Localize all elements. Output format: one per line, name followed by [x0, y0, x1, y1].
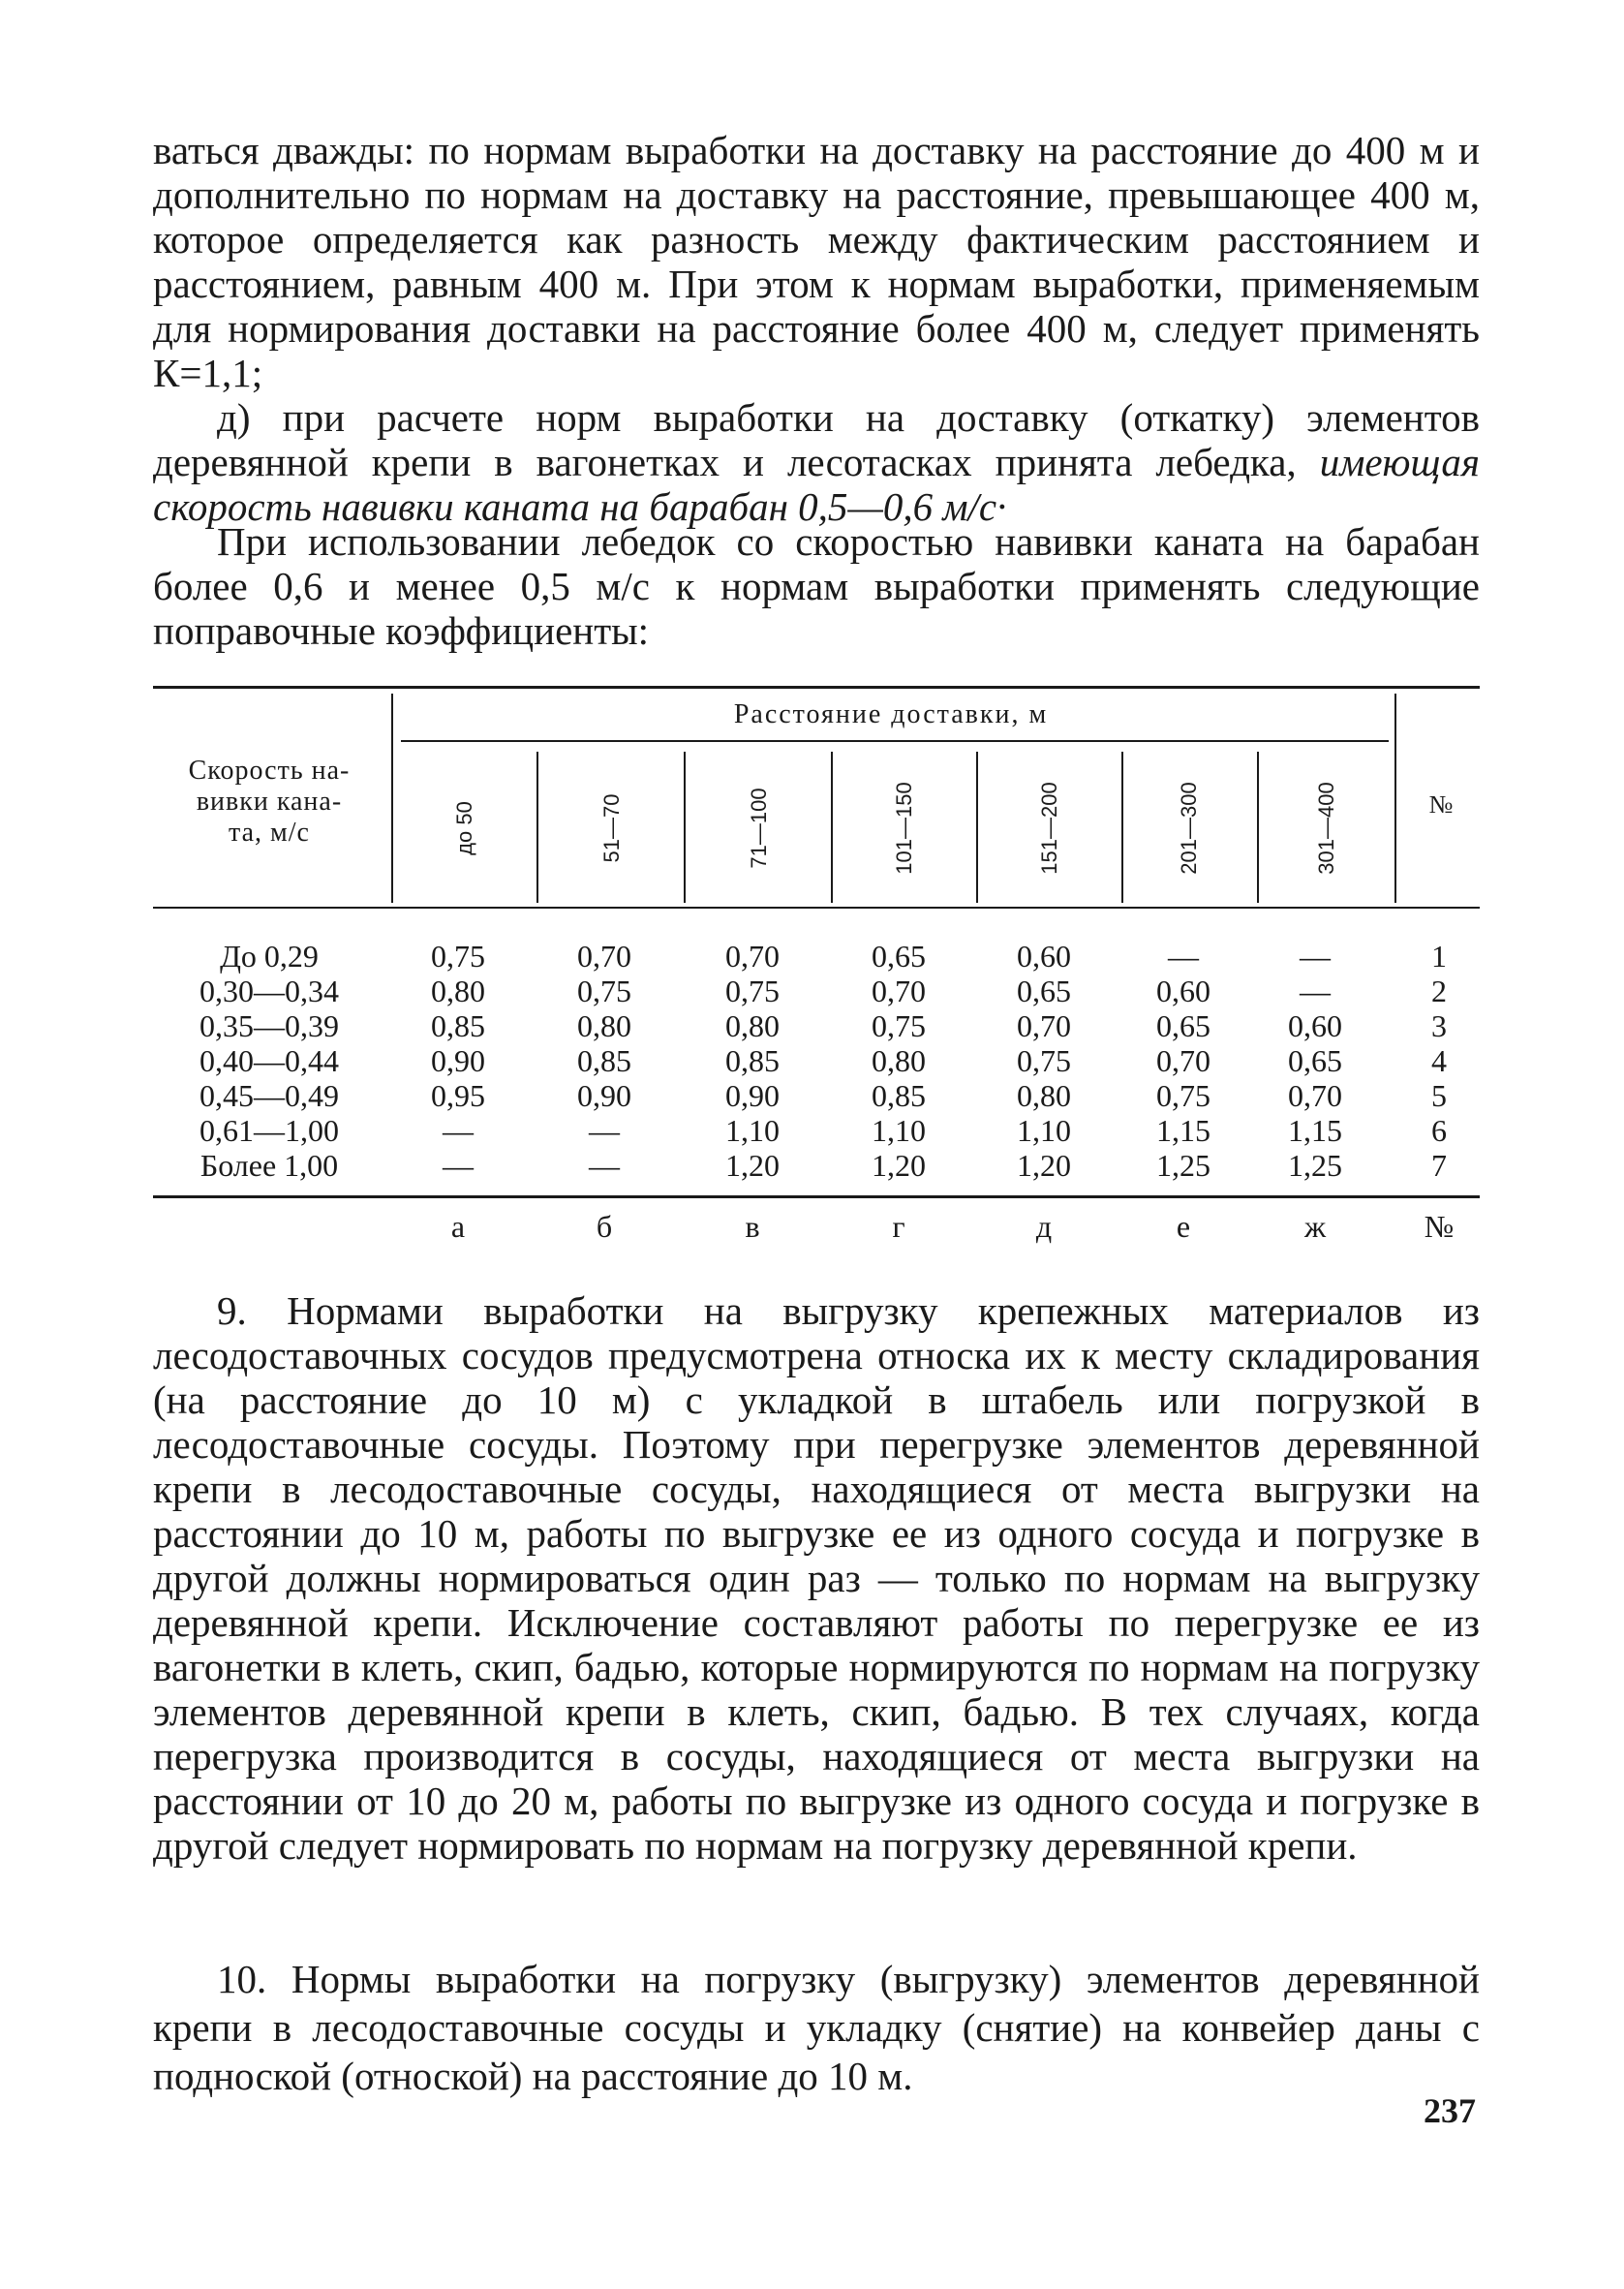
table-cell: 0,60 [1288, 1008, 1342, 1043]
speed-col-divider [391, 694, 393, 903]
table-cell: 0,80 [1017, 1078, 1071, 1113]
footer-letter: а [450, 1209, 466, 1244]
paragraph-item-d [153, 395, 1480, 529]
table-top-rule [153, 686, 1480, 689]
table-cell: 0,85 [725, 1043, 780, 1078]
speed-header-line-3: та, м/с [229, 818, 310, 848]
col-header-201-300: 201—300 [1177, 782, 1201, 875]
table-cell: 0,85 [431, 1008, 485, 1043]
table-bottom-rule [153, 1195, 1480, 1198]
table-cell: 0,75 [577, 974, 631, 1008]
distance-header: Расстояние доставки, м [733, 699, 1049, 729]
usage-text: При использовании лебедок со скоростью навивки каната на барабан более 0,6 и менее 0,5 м/с к нормам выработки применять следующие поправочные коэффициенты: [153, 519, 1480, 653]
table-cell: 0,65 [1156, 1008, 1210, 1043]
footer-letter: б [596, 1209, 613, 1244]
table-cell: 0,65 [1288, 1043, 1342, 1078]
speed-header [153, 756, 385, 849]
table-cell: 0,60 [1017, 939, 1071, 974]
col-header-101-150: 101—150 [892, 782, 916, 875]
speed-header-line-2: вивки кана- [196, 787, 343, 817]
table-cell: — [443, 1148, 474, 1183]
table-cell: 1,25 [1288, 1148, 1342, 1183]
footer-letter: ж [1303, 1209, 1327, 1244]
table-cell: — [589, 1113, 620, 1148]
item-d-text [153, 395, 1480, 529]
table-cell: 0,70 [1288, 1078, 1342, 1113]
table-cell: 0,70 [725, 939, 780, 974]
number-col-divider [1394, 694, 1396, 903]
speed-header-line-1: Скорость на- [188, 756, 351, 786]
table-cell: 0,85 [872, 1078, 926, 1113]
table-cell: — [1300, 974, 1331, 1008]
footer-letter: е [1176, 1209, 1191, 1244]
row-number: 4 [1431, 1043, 1447, 1078]
footer-number-sign: № [1424, 1209, 1455, 1244]
table-cell: — [443, 1113, 474, 1148]
table-cell: 1,10 [872, 1113, 926, 1148]
table-cell: 0,90 [431, 1043, 485, 1078]
row-speed: Более 1,00 [199, 1148, 339, 1183]
table-cell: 0,75 [725, 974, 780, 1008]
continuation-text: ваться дважды: по нормам выработки на доставку на расстояние до 400 м и дополнительно по нормам на доставку на расстояние, превышающее 400 м, которое определяется как разность между фактическим расстоянием и расстоянием, равным 400 м. При этом к нормам выработки, применяемым для нормирования доставки на расстояние более 400 м, следует применять К=1,1; [153, 128, 1480, 395]
paragraph-10 [153, 1955, 1480, 2100]
table-cell: 0,70 [1156, 1043, 1210, 1078]
table-cell: 1,20 [725, 1148, 780, 1183]
row-speed: 0,61—1,00 [199, 1113, 339, 1148]
table-cell: — [1300, 939, 1331, 974]
table-cell: 0,65 [1017, 974, 1071, 1008]
col-divider-4 [976, 752, 978, 903]
row-number: 5 [1431, 1078, 1447, 1113]
table-cell: 1,10 [725, 1113, 780, 1148]
table-cell: 0,90 [577, 1078, 631, 1113]
col-header-301-400: 301—400 [1314, 782, 1338, 875]
col-header-up-to-50: до 50 [452, 801, 476, 855]
row-number: 2 [1431, 974, 1447, 1008]
table-cell: 1,25 [1156, 1148, 1210, 1183]
table-cell: 0,65 [872, 939, 926, 974]
table-cell: 0,60 [1156, 974, 1210, 1008]
paragraph-9 [153, 1288, 1480, 1868]
table-cell: 0,75 [872, 1008, 926, 1043]
table-cell: 0,70 [577, 939, 631, 974]
col-header-51-70: 51—70 [599, 793, 624, 863]
number-header: № [1428, 790, 1454, 819]
row-number: 6 [1431, 1113, 1447, 1148]
row-speed: 0,45—0,49 [199, 1078, 339, 1113]
table-cell: 0,70 [1017, 1008, 1071, 1043]
table-cell: 0,75 [1017, 1043, 1071, 1078]
col-divider-1 [536, 752, 538, 903]
paragraph-continuation [153, 128, 1480, 395]
table-cell: 0,80 [577, 1008, 631, 1043]
footer-letter: в [745, 1209, 760, 1244]
table-cell: 0,80 [431, 974, 485, 1008]
table-cell: 0,80 [725, 1008, 780, 1043]
row-speed: 0,40—0,44 [199, 1043, 339, 1078]
item-d-regular: д) при расчете норм выработки на доставку (откатку) элементов деревянной крепи в вагонетках и лесотасках принята лебедка, [153, 395, 1480, 484]
table-cell: 1,10 [1017, 1113, 1071, 1148]
table-cell: 0,95 [431, 1078, 485, 1113]
table-cell: 0,70 [872, 974, 926, 1008]
col-divider-2 [684, 752, 686, 903]
row-speed: 0,30—0,34 [199, 974, 339, 1008]
table-cell: — [589, 1148, 620, 1183]
row-number: 1 [1431, 939, 1447, 974]
row-number: 7 [1431, 1148, 1447, 1183]
col-header-151-200: 151—200 [1037, 782, 1061, 875]
table-cell: 0,90 [725, 1078, 780, 1113]
col-header-71-100: 71—100 [747, 788, 771, 869]
footer-letter: г [892, 1209, 905, 1244]
coefficient-table [153, 686, 1480, 1257]
col-divider-6 [1257, 752, 1259, 903]
p9-text: 9. Нормами выработки на выгрузку крепежных материалов из лесодоставочных сосудов предусмотрена относка их к месту складирования (на расстояние до 10 м) с укладкой в штабель или погрузкой в лесодоставочные сосуды. Поэтому при перегрузке элементов деревянной крепи в лесодоставочные сосуды, находящиеся от места выгрузки на расстоянии до 10 м, работы по выгрузке ее из одного сосуда и погрузке в другой должны нормироваться один раз — только по нормам на выгрузку деревянной крепи. Исключение составляют работы по перегрузке ее из вагонетки в клеть, скип, бадью, которые нормируются по нормам на погрузку элементов деревянной крепи в клеть, скип, бадью. В тех случаях, когда перегрузка производится в сосуды, находящиеся от места выгрузки на расстоянии от 10 до 20 м, работы по выгрузке из одного сосуда и погрузке в другой следует нормировать по нормам на погрузку деревянной крепи. [153, 1288, 1480, 1868]
row-number: 3 [1431, 1008, 1447, 1043]
table-cell: — [1168, 939, 1199, 974]
footer-letter: д [1035, 1209, 1053, 1244]
distance-header-rule [401, 740, 1389, 742]
row-speed: До 0,29 [220, 939, 319, 974]
p10-text: 10. Нормы выработки на погрузку (выгрузку) элементов деревянной крепи в лесодоставочные сосуды и укладку (снятие) на конвейер даны с подноской (отноской) на расстояние до 10 м. [153, 1957, 1480, 2098]
table-cell: 0,75 [1156, 1078, 1210, 1113]
col-divider-3 [831, 752, 833, 903]
table-cell: 1,15 [1288, 1113, 1342, 1148]
item-d-italic: имеющая скорость навивки каната на барабан 0,5—0,6 м/с· [153, 440, 1480, 529]
page-number: 237 [1424, 2091, 1476, 2130]
table-cell: 0,75 [431, 939, 485, 974]
header-bottom-rule [153, 907, 1480, 909]
table-cell: 0,80 [872, 1043, 926, 1078]
table-cell: 1,20 [872, 1148, 926, 1183]
paragraph-usage [153, 519, 1480, 653]
table-cell: 0,85 [577, 1043, 631, 1078]
row-speed: 0,35—0,39 [199, 1008, 339, 1043]
table-cell: 1,20 [1017, 1148, 1071, 1183]
table-cell: 1,15 [1156, 1113, 1210, 1148]
col-divider-5 [1121, 752, 1123, 903]
